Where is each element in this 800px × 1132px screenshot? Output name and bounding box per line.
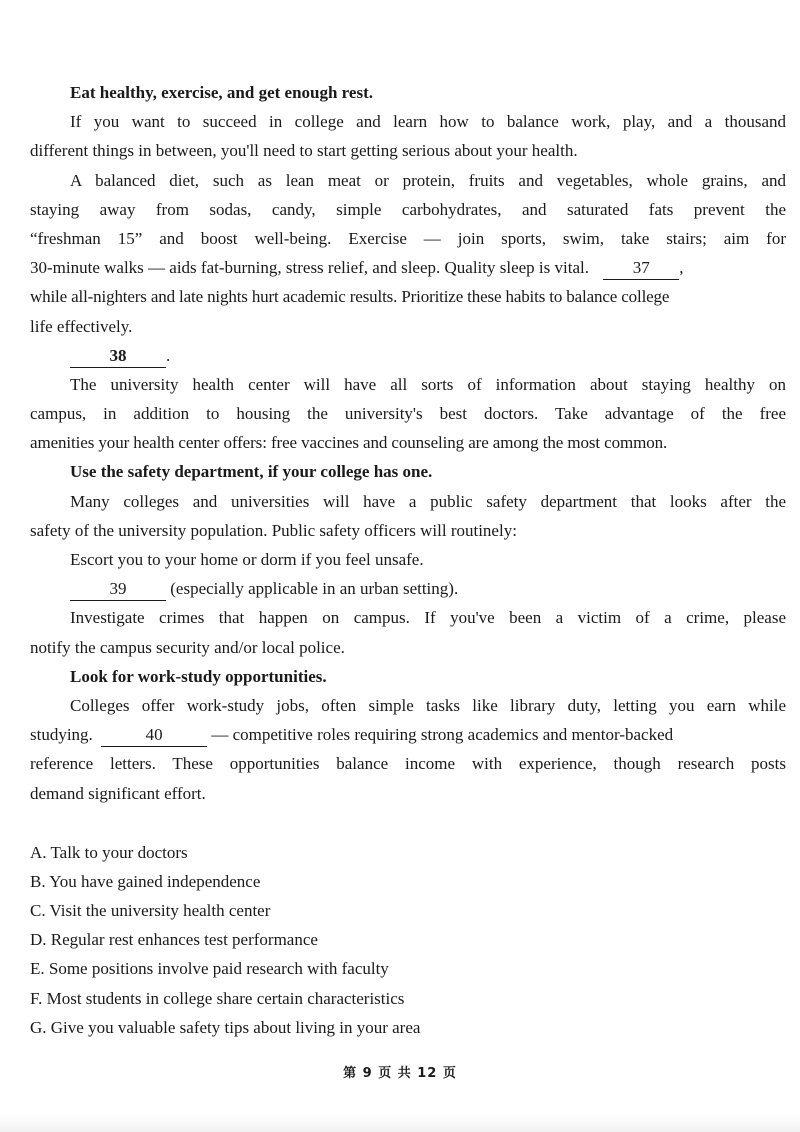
- section-heading-safety: Use the safety department, if your college has one.: [70, 462, 433, 482]
- paragraph-line: amenities your health center offers: free vaccines and counseling are among the most common.: [30, 433, 668, 453]
- page-footer: 第 9 页 共 12 页: [343, 1066, 457, 1081]
- section-heading-work: Look for work-study opportunities.: [70, 666, 327, 686]
- paragraph-line: A balanced diet, such as lean meat or protein, fruits and vegetables, whole grains, and: [70, 170, 786, 190]
- option-e: E. Some positions involve paid research with faculty: [30, 959, 389, 979]
- page-bottom-shade: [0, 1114, 800, 1132]
- paragraph-line: safety of the university population. Public safety officers will routinely:: [30, 520, 517, 540]
- blank-38-line: [30, 341, 786, 370]
- answer-options: [30, 838, 786, 1042]
- paragraph-line: The university health center will have all sorts of information about staying healthy on: [70, 374, 786, 394]
- paragraph-line: Escort you to your home or dorm if you feel unsafe.: [70, 550, 424, 569]
- paragraph-line: while all-nighters and late nights hurt academic results. Prioritize these habits to balance college: [30, 287, 670, 307]
- option-b: B. You have gained independence: [30, 871, 261, 891]
- paragraph-text: studying.: [30, 725, 93, 745]
- paragraph-line: demand significant effort.: [30, 783, 206, 803]
- blank-39-line: [30, 574, 786, 603]
- paragraph-line-with-blank-37: [30, 253, 786, 282]
- document-page: [30, 78, 786, 1042]
- option-a: A. Talk to your doctors: [30, 842, 188, 862]
- paragraph-text: 30-minute walks — aids fat-burning, stress relief, and sleep. Quality sleep is vital.: [30, 258, 589, 278]
- option-d: D. Regular rest enhances test performance: [30, 930, 318, 950]
- paragraph-line: Many colleges and universities will have a public safety department that looks after the: [70, 491, 786, 511]
- paragraph-line: Investigate crimes that happen on campus. If you've been a victim of a crime, please: [70, 608, 786, 628]
- blank-suffix: (especially applicable in an urban setting).: [166, 579, 459, 599]
- paragraph-line: life effectively.: [30, 316, 133, 336]
- blank-suffix: ,: [679, 258, 684, 278]
- paragraph-text: — competitive roles requiring strong academics and mentor-backed: [207, 725, 674, 745]
- option-c: C. Visit the university health center: [30, 901, 271, 921]
- paragraph-line: staying away from sodas, candy, simple carbohydrates, and saturated fats prevent the: [30, 199, 786, 219]
- paragraph-line: campus, in addition to housing the university's best doctors. Take advantage of the free: [30, 404, 786, 424]
- blank-40: 40: [101, 724, 207, 747]
- paragraph-line: different things in between, you'll need to start getting serious about your health.: [30, 141, 578, 161]
- paragraph-line: reference letters. These opportunities balance income with experience, though research posts: [30, 754, 786, 774]
- blank-39: 39: [70, 578, 166, 601]
- paragraph-line: If you want to succeed in college and learn how to balance work, play, and a thousand: [70, 112, 786, 132]
- blank-suffix: .: [166, 345, 171, 365]
- blank-37: 37: [603, 257, 679, 280]
- option-g: G. Give you valuable safety tips about living in your area: [30, 1017, 421, 1037]
- paragraph-line-with-blank-40: [30, 720, 786, 749]
- paragraph-line: “freshman 15” and boost well-being. Exercise — join sports, swim, take stairs; aim for: [30, 228, 786, 248]
- paragraph-line: Colleges offer work-study jobs, often simple tasks like library duty, letting you earn while: [70, 695, 786, 715]
- paragraph-line: notify the campus security and/or local police.: [30, 637, 345, 657]
- option-f: F. Most students in college share certain characteristics: [30, 988, 405, 1008]
- section-heading-health: Eat healthy, exercise, and get enough rest.: [70, 83, 373, 102]
- blank-38: 38: [70, 345, 166, 368]
